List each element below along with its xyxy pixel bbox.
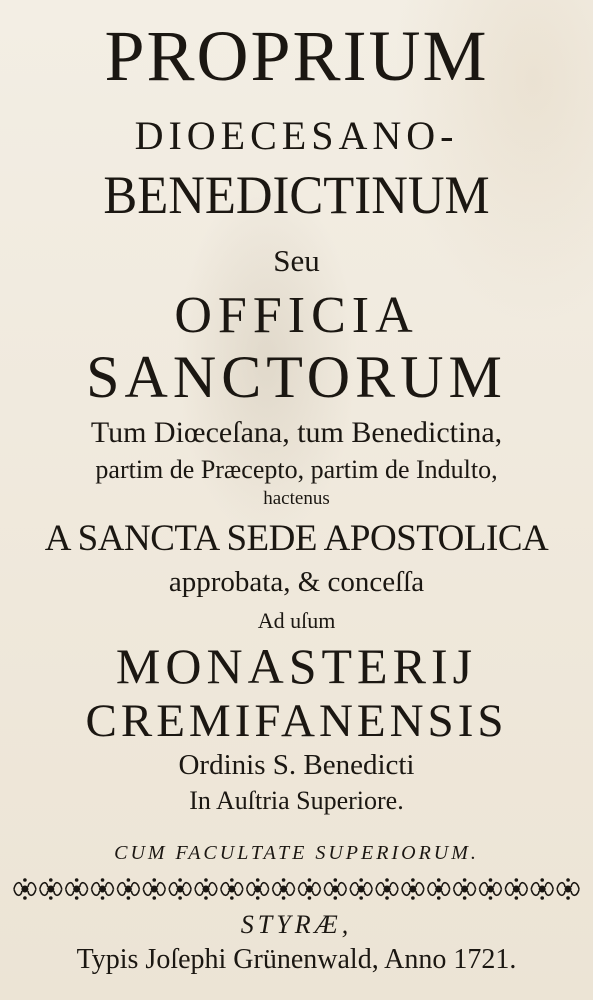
text-partim: partim de Præcepto, partim de Indulto, bbox=[95, 455, 498, 484]
ornament-unit bbox=[298, 879, 320, 900]
text-tum-dioecesana: Tum Diœceſana, tum Benedictina, bbox=[90, 416, 503, 449]
ornament-unit bbox=[92, 879, 114, 900]
title-monasterij: MONASTERIJ bbox=[115, 638, 478, 694]
text-hactenus: hactenus bbox=[263, 488, 330, 509]
ornament-rule bbox=[12, 876, 581, 902]
text-austria: In Auſtria Superiore. bbox=[189, 786, 404, 815]
ornament-unit bbox=[531, 879, 553, 900]
ornament-unit bbox=[221, 879, 243, 900]
ornament-unit bbox=[505, 879, 527, 900]
text-styrae: STYRÆ, bbox=[240, 910, 353, 939]
ornament-unit bbox=[428, 879, 450, 900]
ornament-unit bbox=[454, 879, 476, 900]
subtitle-dioecesano: DIOECESANO- bbox=[134, 113, 459, 158]
ornament-unit bbox=[14, 879, 36, 900]
ornament-unit bbox=[117, 879, 139, 900]
ornament-unit bbox=[66, 879, 88, 900]
ornament-unit bbox=[479, 879, 501, 900]
ornament-unit bbox=[350, 879, 372, 900]
text-seu: Seu bbox=[273, 243, 320, 278]
text-a-sancta-sede: A SANCTA SEDE APOSTOLICA bbox=[44, 518, 549, 559]
ornament-unit bbox=[324, 879, 346, 900]
title-cremifanensis: CREMIFANENSIS bbox=[85, 695, 508, 747]
ornament-rule-svg bbox=[12, 876, 581, 902]
text-cum-facultate: CUM FACULTATE SUPERIORUM. bbox=[114, 842, 479, 864]
title-benedictinum: BENEDICTINUM bbox=[103, 165, 490, 225]
ornament-unit bbox=[143, 879, 165, 900]
ornament-unit bbox=[247, 879, 269, 900]
ornament-unit bbox=[273, 879, 295, 900]
ornament-unit bbox=[40, 879, 62, 900]
text-approbata: approbata, & conceſſa bbox=[168, 566, 425, 598]
text-ad-usum: Ad uſum bbox=[257, 608, 336, 633]
ornament-unit bbox=[195, 879, 217, 900]
text-imprint: Typis Joſephi Grünenwald, Anno 1721. bbox=[76, 944, 517, 975]
ornament-unit bbox=[169, 879, 191, 900]
text-ordinis: Ordinis S. Benedicti bbox=[178, 749, 415, 781]
ornament-unit bbox=[376, 879, 398, 900]
title-sanctorum: SANCTORUM bbox=[86, 344, 507, 410]
ornament-unit bbox=[557, 879, 579, 900]
ornament-unit bbox=[402, 879, 424, 900]
title-officia: OFFICIA bbox=[174, 287, 419, 344]
title-proprium: PROPRIUM bbox=[104, 16, 489, 96]
